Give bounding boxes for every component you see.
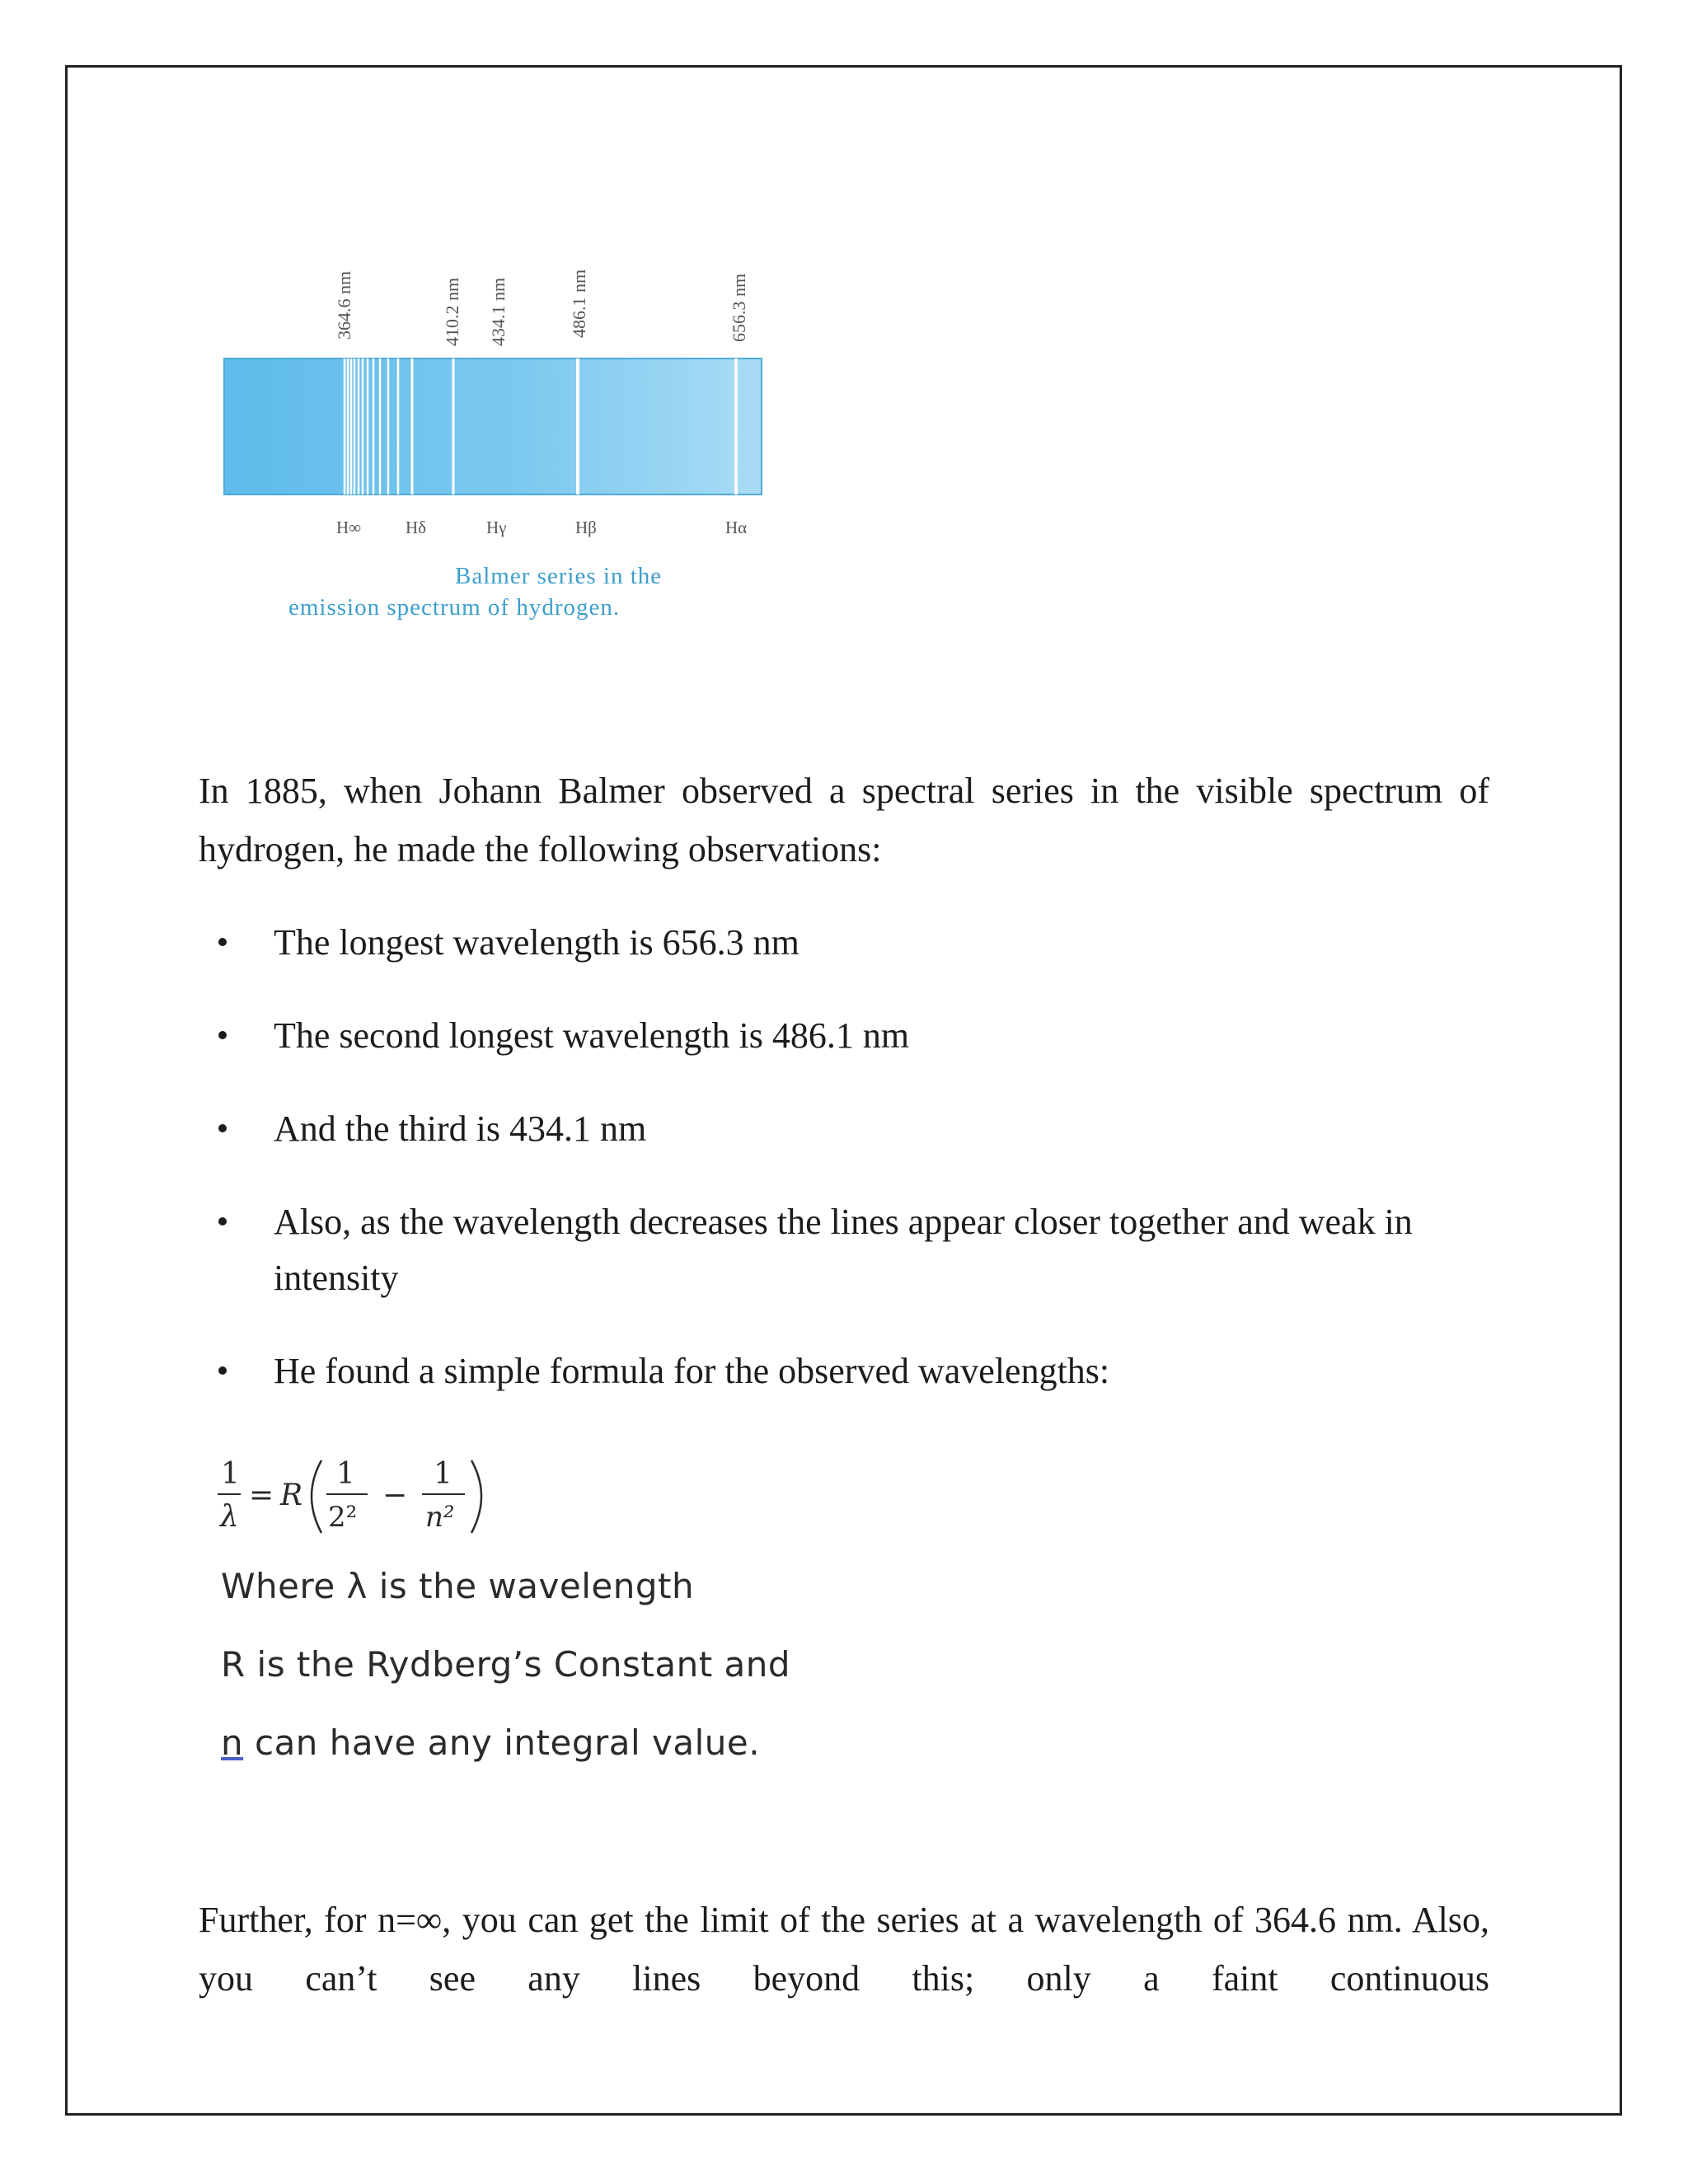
balmer-formula bbox=[216, 1451, 546, 1541]
frac2-denominator: n² bbox=[425, 1501, 455, 1534]
wavelength-label-h-delta: 410.2 nm bbox=[442, 277, 462, 346]
list-item-text: The second longest wavelength is 486.1 nm bbox=[274, 1015, 910, 1056]
n-variable: n bbox=[221, 1722, 244, 1763]
list-item bbox=[199, 915, 1489, 971]
lhs-denominator: λ bbox=[220, 1500, 239, 1534]
list-item bbox=[199, 1343, 1489, 1399]
bullet-dot bbox=[218, 1031, 227, 1039]
definition-n-text: can have any integral value. bbox=[243, 1722, 761, 1763]
spectrum-diagram bbox=[206, 173, 783, 560]
rydberg-symbol: R bbox=[280, 1479, 303, 1512]
right-paren bbox=[471, 1460, 481, 1533]
wavelength-label-h-gamma: 434.1 nm bbox=[488, 277, 509, 346]
list-item-text: And the third is 434.1 nm bbox=[274, 1108, 647, 1149]
intro-paragraph: In 1885, when Johann Balmer observed a spectral series in the visible spectrum of hydrogen, he made the following observations: bbox=[199, 771, 1489, 869]
definition-rydberg: R is the Rydberg’s Constant and bbox=[221, 1644, 791, 1685]
h-label-alpha: Hα bbox=[725, 518, 748, 537]
left-paren bbox=[312, 1460, 321, 1533]
balmer-spectrum-figure bbox=[206, 173, 783, 635]
list-item bbox=[199, 1008, 1489, 1064]
list-item-text: Also, as the wavelength decreases the lines appear closer together and weak in intensity bbox=[274, 1202, 1413, 1298]
list-item-text: He found a simple formula for the observed wavelengths: bbox=[274, 1351, 1110, 1391]
lhs-numerator: 1 bbox=[221, 1457, 240, 1491]
formula-graphic bbox=[216, 1451, 546, 1541]
bullet-dot bbox=[218, 1124, 227, 1132]
caption-line-2: emission spectrum of hydrogen. bbox=[288, 594, 621, 621]
spectrum-band bbox=[224, 359, 762, 494]
bullet-dot bbox=[218, 938, 227, 946]
figure-caption bbox=[206, 560, 783, 623]
list-item-text: The longest wavelength is 656.3 nm bbox=[274, 922, 799, 963]
h-label-infinity: H∞ bbox=[336, 518, 362, 537]
wavelength-label-h-beta: 486.1 nm bbox=[569, 269, 589, 338]
frac1-numerator: 1 bbox=[336, 1457, 355, 1491]
bullet-dot bbox=[218, 1366, 227, 1375]
list-item bbox=[199, 1194, 1489, 1306]
h-label-gamma: Hγ bbox=[486, 518, 507, 537]
wavelength-label-h-alpha: 656.3 nm bbox=[729, 273, 749, 342]
caption-line-1: Balmer series in the bbox=[455, 563, 663, 589]
wavelength-label-limit: 364.6 nm bbox=[334, 270, 354, 340]
definition-lambda: Where λ is the wavelength bbox=[221, 1566, 695, 1606]
h-label-beta: Hβ bbox=[575, 518, 597, 537]
observation-list bbox=[199, 915, 1489, 1436]
frac1-denominator: 2² bbox=[328, 1501, 358, 1534]
minus-sign: − bbox=[382, 1479, 408, 1512]
frac2-numerator: 1 bbox=[434, 1457, 452, 1491]
equals-sign: = bbox=[249, 1479, 274, 1512]
conclusion-paragraph: Further, for n=∞, you can get the limit of the series at a wavelength of 364.6 nm. Also, you can’t see any lines beyond this; only a faint continuous bbox=[199, 1900, 1489, 1999]
h-label-delta: Hδ bbox=[406, 518, 427, 537]
definition-n bbox=[221, 1722, 760, 1763]
bullet-dot bbox=[218, 1217, 227, 1226]
list-item bbox=[199, 1101, 1489, 1157]
